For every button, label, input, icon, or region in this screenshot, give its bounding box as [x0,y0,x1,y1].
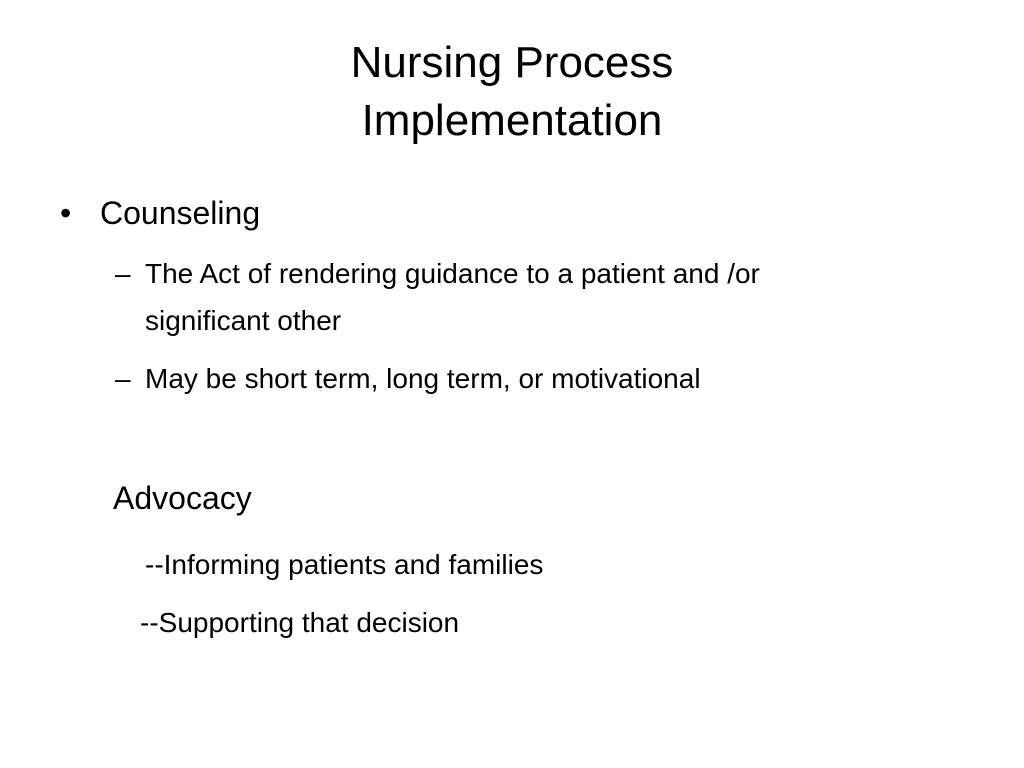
advocacy-heading: Advocacy [113,480,252,516]
title-line-2: Implementation [361,96,663,145]
counseling-point-2: May be short term, long term, or motivational [145,363,701,394]
counseling-heading: Counseling [100,195,261,231]
title-line-1: Nursing Process [350,38,674,87]
counseling-point-1-line-1: The Act of rendering guidance to a patient and /or [145,258,760,289]
bullet-icon: • [60,195,72,231]
counseling-point-1-line-2: significant other [145,305,342,336]
dash-icon: – [115,363,131,394]
dash-icon: – [115,258,131,289]
advocacy-point-2: --Supporting that decision [140,607,460,638]
advocacy-point-1: --Informing patients and families [145,549,544,580]
